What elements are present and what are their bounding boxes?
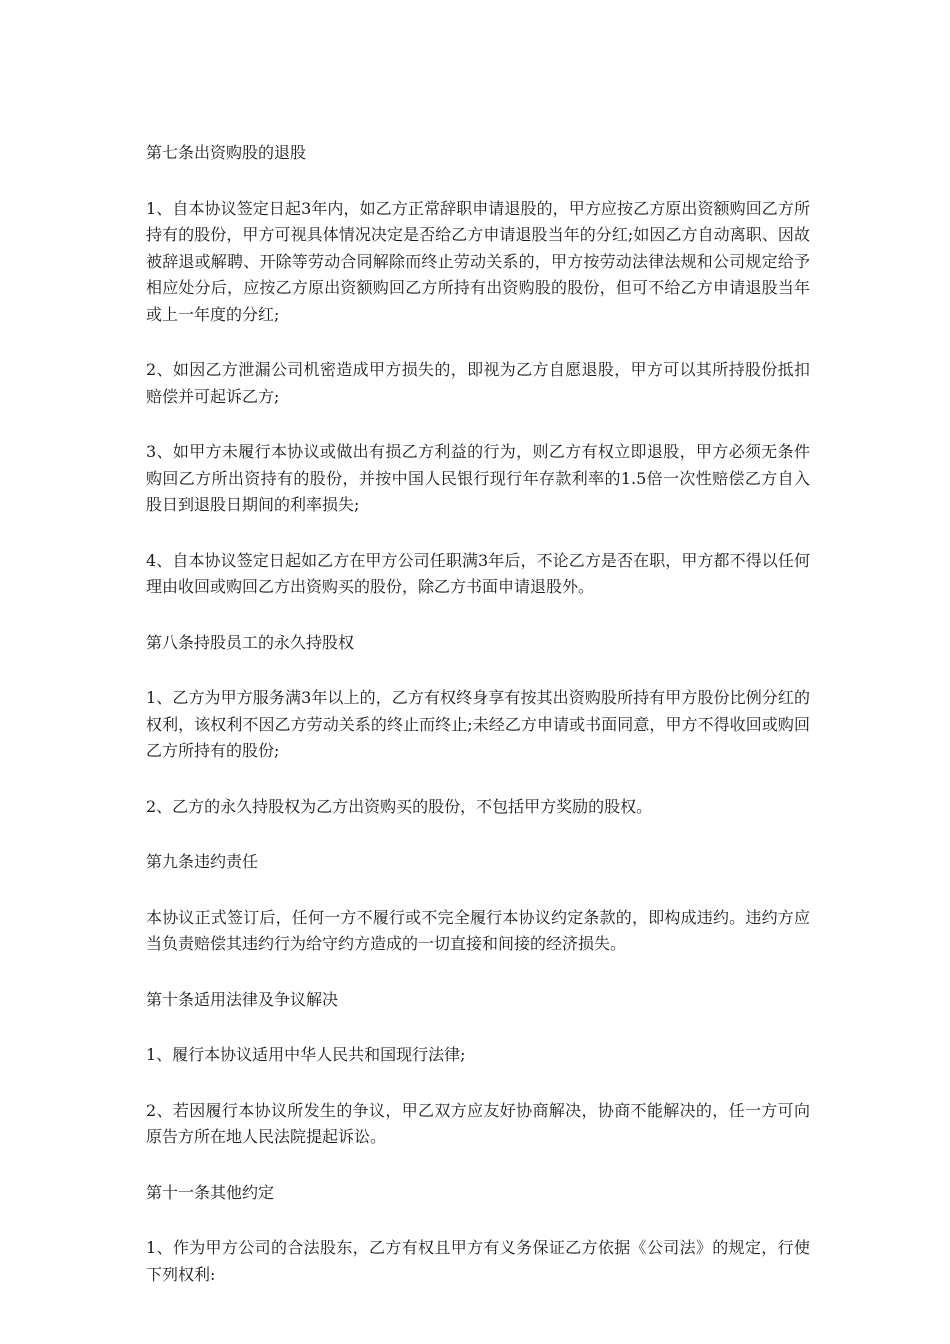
clause-7-1: 1、自本协议签定日起3年内，如乙方正常辞职申请退股的，甲方应按乙方原出资额购回乙方所持有的股份，甲方可视具体情况决定是否给乙方申请退股当年的分红;如因乙方自动离职、因故被辞退或解聘、开除等劳动合同解除而终止劳动关系的，甲方按劳动法律法规和公司规定给予相应处分后，应按乙方原出资额购回乙方所持有出资购股的股份，但可不给乙方申请退股当年或上一年度的分红; <box>146 198 810 324</box>
clause-11-1: 1、作为甲方公司的合法股东，乙方有权且甲方有义务保证乙方依据《公司法》的规定，行使下列权利: <box>146 1238 810 1284</box>
clause-10-2: 2、若因履行本协议所发生的争议，甲乙双方应友好协商解决，协商不能解决的，任一方可向原告方所在地人民法院提起诉讼。 <box>146 1100 810 1146</box>
clause-7-3: 3、如甲方未履行本协议或做出有损乙方利益的行为，则乙方有权立即退股，甲方必须无条件购回乙方所出资持有的股份，并按中国人民银行现行年存款利率的1.5倍一次性赔偿乙方自入股日到退股日期间的利率损失; <box>146 442 810 514</box>
section-heading-8: 第八条持股员工的永久持股权 <box>146 632 355 652</box>
section-heading-9: 第九条违约责任 <box>146 852 259 871</box>
document-body <box>146 140 810 1317</box>
section-heading-10: 第十条适用法律及争议解决 <box>146 989 339 1009</box>
clause-8-2: 2、乙方的永久持股权为乙方出资购买的股份，不包括甲方奖励的股权。 <box>146 796 653 816</box>
clause-9: 本协议正式签订后，任何一方不履行或不完全履行本协议约定条款的，即构成违约。违约方应当负责赔偿其违约行为给守约方造成的一切直接和间接的经济损失。 <box>146 907 810 953</box>
section-heading-7: 第七条出资购股的退股 <box>146 143 307 162</box>
section-heading-11: 第十一条其他约定 <box>146 1182 275 1202</box>
clause-7-2: 2、如因乙方泄漏公司机密造成甲方损失的，即视为乙方自愿退股，甲方可以其所持股份抵扣赔偿并可起诉乙方; <box>146 360 810 406</box>
clause-8-1: 1、乙方为甲方服务满3年以上的，乙方有权终身享有按其出资购股所持有甲方股份比例分红的权利，该权利不因乙方劳动关系的终止而终止;未经乙方申请或书面同意，甲方不得收回或购回乙方所持有的股份; <box>146 688 810 760</box>
clause-10-1: 1、履行本协议适用中华人民共和国现行法律; <box>146 1045 466 1064</box>
clause-7-4: 4、自本协议签定日起如乙方在甲方公司任职满3年后，不论乙方是否在职，甲方都不得以任何理由收回或购回乙方出资购买的股份，除乙方书面申请退股外。 <box>146 550 810 596</box>
